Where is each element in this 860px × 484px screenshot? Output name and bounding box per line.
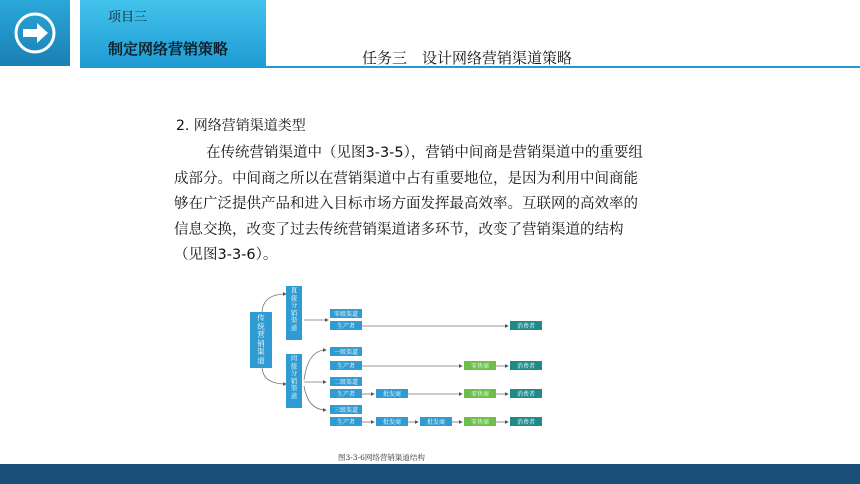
root-node-label: 传统营销渠道 [257, 314, 265, 365]
direct-channel-label: 直接分销渠道 [290, 287, 298, 332]
producer-label: 生产者 [336, 419, 356, 426]
producer-label: 生产者 [336, 323, 356, 330]
header-project-banner [80, 0, 266, 66]
paragraph-line: （见图3-3-6）。 [174, 247, 278, 263]
project-label: 项目三 [108, 10, 148, 25]
consumer-label: 消费者 [516, 391, 536, 398]
retailer-label: 零售商 [470, 363, 490, 370]
retailer-label: 零售商 [470, 419, 490, 426]
producer-label: 生产者 [336, 363, 356, 370]
consumer-label: 消费者 [516, 419, 536, 426]
paragraph-line: 够在广泛提供产品和进入目标市场方面发挥最高效率。互联网的高效率的 [174, 196, 638, 212]
level-three-label: 三级渠道 [333, 407, 359, 414]
producer-label: 生产者 [336, 391, 356, 398]
indirect-channel-label: 间接分销渠道 [290, 355, 298, 400]
paragraph-line: 信息交换，改变了过去传统营销渠道诸多环节，改变了营销渠道的结构 [174, 221, 624, 238]
consumer-label: 消费者 [516, 363, 536, 370]
level-one-label: 一级渠道 [333, 349, 359, 356]
paragraph-line: 在传统营销渠道中（见图3-3-5），营销中间商是营销渠道中的重要组 [206, 145, 643, 161]
figure-caption: 图3-3-6网络营销渠道结构 [338, 453, 425, 462]
project-title: 制定网络营销策略 [108, 40, 229, 58]
header-icon-box [0, 0, 70, 66]
section-heading: 2. 网络营销渠道类型 [176, 118, 306, 134]
arrow-right-circle-icon [10, 10, 60, 56]
body-paragraph [174, 141, 714, 269]
wholesaler-label: 批发商 [382, 391, 402, 398]
wholesaler-label: 批发商 [426, 419, 446, 426]
level-two-label: 二级渠道 [333, 379, 359, 386]
task-title: 任务三 设计网络营销渠道策略 [362, 49, 573, 67]
footer-band [0, 464, 860, 484]
consumer-label: 消费者 [516, 323, 536, 330]
paragraph-line: 成部分。中间商之所以在营销渠道中占有重要地位，是因为利用中间商能 [174, 170, 638, 187]
level-zero-label: 零级渠道 [333, 311, 359, 318]
retailer-label: 零售商 [470, 391, 490, 398]
channel-structure-diagram [246, 284, 546, 434]
wholesaler-label: 批发商 [382, 419, 402, 426]
